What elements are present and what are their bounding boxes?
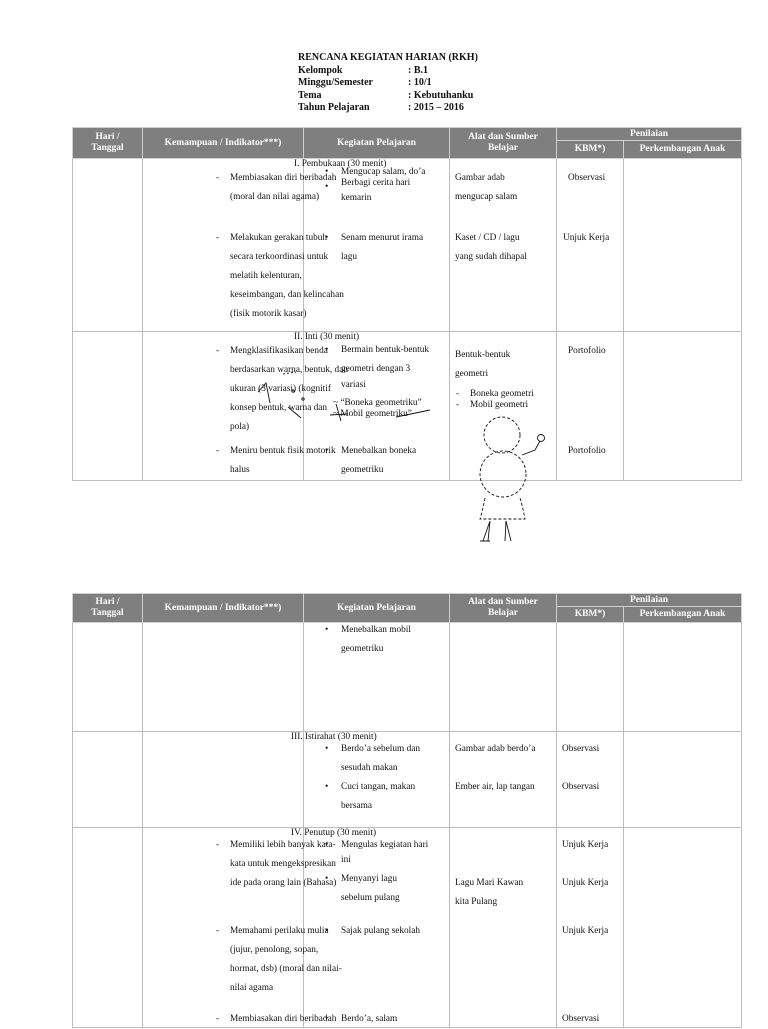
col-kegiatan: Kegiatan Pelajaran — [304, 128, 450, 159]
indikator-item: - Mengklasifikasikan benda berdasarkan warna, bentuk, dan ukuran (3 variasi) (kognitif konsep bentuk, warna dan pola) — [230, 342, 348, 437]
col-kegiatan: Kegiatan Pelajaran — [304, 594, 450, 623]
tema-row: Tema : Kebutuhanku — [298, 89, 474, 101]
indikator-item: - Membiasakan diri beribadah (moral dan nilai agama) — [230, 169, 336, 207]
kegiatan-item: • Menebalkan boneka geometriku — [341, 442, 416, 480]
kegiatan-item: • Cuci tangan, makan bersama — [341, 778, 415, 816]
doodle-dot — [302, 398, 304, 400]
section-label: IV. Penutup (30 menit) — [291, 828, 377, 838]
document-title: RENCANA KEGIATAN HARIAN (RKH) — [298, 52, 478, 63]
col-penilaian: Penilaian — [557, 594, 742, 607]
cell-alat: Bentuk-bentuk geometri - Boneka geometri - Mobil geometri — [450, 332, 557, 481]
col-kbm: KBM*) — [557, 141, 624, 159]
section-label: III. Istirahat (30 menit) — [291, 732, 377, 742]
tahun-row: Tahun Pelajaran : 2015 – 2016 — [298, 102, 464, 113]
cell-alat: Gambar adab berdo’a Ember air, lap tangan — [450, 732, 557, 828]
rkh-table-page2 — [72, 593, 742, 1028]
col-penilaian: Penilaian — [557, 128, 742, 141]
kegiatan-item: • Sajak pulang sekolah — [341, 922, 420, 941]
indikator-item: - Memahami perilaku mulia (jujur, penolong, sopan, hormat, dsb) (moral dan nilai- nilai agama — [230, 922, 342, 998]
col-alat: Alat dan Sumber Belajar — [450, 128, 557, 159]
cell-kbm: Observasi Unjuk Kerja — [557, 159, 624, 332]
cell-kegiatan — [304, 623, 450, 732]
doodle-scribble — [258, 383, 301, 418]
row-penutup — [73, 828, 742, 1028]
indikator-item: - Membiasakan diri beribadah — [230, 1010, 336, 1029]
doodle-hand — [538, 435, 545, 442]
kegiatan-item: • Berdo’a, salam — [341, 1010, 397, 1029]
cell-kbm: Observasi Observasi — [557, 732, 624, 828]
kegiatan-item: • Bermain bentuk-bentuk geometri dengan 3 variasi — [341, 341, 429, 391]
indikator-item: - Meniru bentuk fisik motorik halus — [230, 442, 336, 480]
kegiatan-item: • Menyanyi lagu sebelum pulang — [341, 870, 400, 908]
kegiatan-item: • Berdo’a sebelum dan sesudah makan — [341, 740, 420, 778]
col-kemampuan: Kemampuan / Indikator***) — [143, 128, 304, 159]
indikator-item: - Memiliki lebih banyak kata- kata untuk mengekspresikan ide pada orang lain (Bahasa) — [230, 836, 336, 893]
col-perkembangan: Perkembangan Anak — [624, 607, 742, 623]
col-kemampuan: Kemampuan / Indikator***) — [143, 594, 304, 623]
minggu-row: Minggu/Semester : 10/1 — [298, 77, 432, 88]
col-hari: Hari / Tanggal — [73, 594, 143, 623]
doodle-head — [484, 417, 520, 453]
kelompok-row: Kelompok : B.1 — [298, 64, 428, 76]
row-continuation — [73, 623, 742, 732]
col-perkembangan: Perkembangan Anak — [624, 141, 742, 159]
kegiatan-item: • Mengulas kegiatan hari ini — [341, 836, 428, 866]
cell-kegiatan — [291, 828, 450, 1028]
doodle-scribble — [283, 372, 296, 374]
cell-kbm: Unjuk Kerja Unjuk Kerja Unjuk Kerja Observasi — [557, 828, 624, 1028]
kegiatan-item: • Menebalkan mobil geometriku — [341, 621, 411, 659]
col-hari: Hari / Tanggal — [73, 128, 143, 159]
kegiatan-item: • Senam menurut irama lagu — [341, 229, 423, 267]
indikator-item: - Melakukan gerakan tubuh secara terkoordinasi untuk melatih kelenturan, keseimbangan, dan kelincahan (fisik motorik kasar) — [230, 229, 344, 324]
col-alat: Alat dan Sumber Belajar — [450, 594, 557, 623]
kegiatan-item: • Mengucap salam, do’a — [341, 166, 425, 178]
doodle-scribble — [396, 410, 430, 417]
cell-alat: Gambar adab mengucap salam Kaset / CD / lagu yang sudah dihapal — [450, 159, 557, 332]
cell-kegiatan — [291, 732, 450, 828]
cell-kbm: Portofolio Portofolio — [557, 332, 624, 481]
doodle-body — [480, 451, 526, 497]
row-istirahat — [73, 732, 742, 828]
cell-alat: Lagu Mari Kawan kita Pulang — [450, 828, 557, 1028]
col-kbm: KBM*) — [557, 607, 624, 623]
doodle-skirt — [480, 498, 525, 519]
doodle-dot — [292, 390, 294, 392]
kegiatan-item: • Berbagi cerita hari kemarin — [341, 178, 410, 208]
doodle-arm — [522, 441, 540, 455]
kegiatan-subitems: ~ “Boneka geometriku” ~ Mobil geometriku” — [333, 398, 422, 419]
section-label: II. Inti (30 menit) — [294, 332, 360, 342]
section-label: I. Pembukaan (30 menit) — [294, 159, 387, 169]
doodle-scribble — [330, 404, 348, 421]
doodle-legs — [480, 521, 511, 541]
